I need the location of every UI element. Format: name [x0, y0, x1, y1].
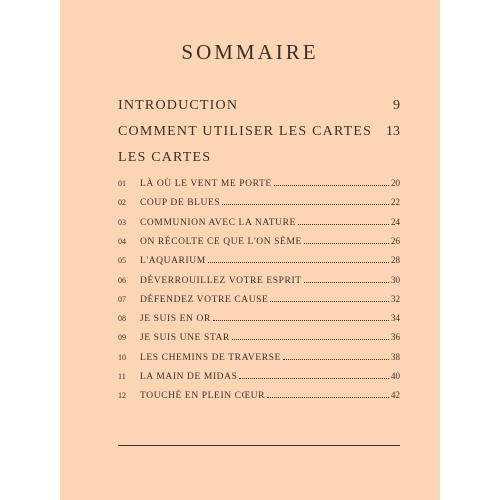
dot-leader [283, 359, 389, 360]
toc-card-entry[interactable] [118, 236, 400, 250]
toc-entry-label: COMMENT UTILISER LES CARTES [118, 124, 373, 139]
dot-leader [274, 185, 389, 186]
dot-leader [304, 282, 389, 283]
toc-card-number: 07 [118, 294, 126, 304]
toc-card-entry[interactable] [118, 178, 400, 192]
toc-card-label: DÉFENDEZ VOTRE CAUSE [140, 294, 269, 305]
toc-card-entry[interactable] [118, 313, 400, 327]
toc-card-page: 38 [391, 351, 400, 362]
toc-card-number: 05 [118, 256, 126, 266]
toc-card-number: 10 [118, 352, 126, 362]
toc-card-page: 28 [391, 255, 400, 266]
toc-card-number: 11 [118, 372, 126, 381]
divider [118, 445, 400, 446]
toc-card-page: 40 [391, 371, 400, 381]
toc-card-page: 26 [391, 235, 400, 246]
toc-card-number: 09 [118, 333, 126, 343]
toc-card-label: COMMUNION AVEC LA NATURE [140, 217, 296, 228]
toc-card-entry[interactable] [118, 217, 400, 231]
toc-card-page: 24 [391, 216, 400, 227]
toc-card-entry[interactable] [118, 390, 400, 404]
toc-card-number: 12 [118, 391, 126, 401]
toc-card-entry[interactable] [118, 332, 400, 346]
toc-entry-label: INTRODUCTION [118, 98, 239, 113]
toc-card-label: LA MAIN DE MIDAS [140, 372, 238, 382]
toc-card-number: 04 [118, 236, 126, 246]
toc-card-entry[interactable] [118, 275, 400, 289]
toc-card-label: LES CHEMINS DE TRAVERSE [140, 352, 281, 363]
document-page [60, 0, 440, 500]
toc-card-page: 30 [391, 274, 400, 285]
toc-card-page: 42 [391, 390, 400, 401]
dot-leader [267, 397, 389, 398]
toc-card-number: 02 [118, 198, 126, 208]
toc-entry-comment-utiliser[interactable] [118, 124, 400, 140]
toc-card-entry[interactable] [118, 352, 400, 366]
toc-card-label: COUP DE BLUES [140, 198, 221, 209]
dot-leader [304, 243, 389, 244]
toc-entry-page: 9 [393, 98, 400, 113]
toc-card-label: TOUCHÉ EN PLEIN CŒUR [140, 391, 266, 402]
toc-card-entry[interactable] [118, 255, 400, 269]
dot-leader [208, 262, 389, 263]
toc-card-label: JE SUIS EN OR [140, 314, 211, 325]
toc-card-page: 22 [391, 197, 400, 208]
section-heading: LES CARTES [118, 150, 212, 165]
dot-leader [232, 339, 389, 340]
dot-leader [239, 378, 389, 379]
toc-entry-page: 13 [386, 124, 400, 139]
toc-card-label: DÉVERROUILLEZ VOTRE ESPRIT [140, 275, 302, 286]
toc-card-page: 32 [391, 293, 400, 304]
page-title: SOMMAIRE [181, 40, 319, 64]
toc-card-label: L'AQUARIUM [140, 256, 206, 267]
toc-card-entry[interactable] [118, 371, 400, 385]
toc-card-number: 08 [118, 314, 126, 324]
dot-leader [298, 224, 389, 225]
dot-leader [222, 204, 389, 205]
toc-entry-introduction[interactable] [118, 98, 400, 114]
toc-card-number: 01 [118, 179, 126, 188]
toc-card-page: 34 [391, 313, 400, 324]
toc-card-label: JE SUIS UNE STAR [140, 333, 230, 344]
toc-card-page: 20 [391, 178, 400, 188]
toc-card-entry[interactable] [118, 294, 400, 308]
dot-leader [213, 320, 389, 321]
toc-card-entry[interactable] [118, 197, 400, 211]
toc-card-page: 36 [391, 332, 400, 343]
toc-card-label: LÀ OÙ LE VENT ME PORTE [140, 179, 272, 189]
toc-card-number: 06 [118, 275, 126, 285]
dot-leader [270, 301, 389, 302]
toc-card-label: ON RÉCOLTE CE QUE L'ON SÈME [140, 236, 302, 247]
toc-card-number: 03 [118, 217, 126, 227]
